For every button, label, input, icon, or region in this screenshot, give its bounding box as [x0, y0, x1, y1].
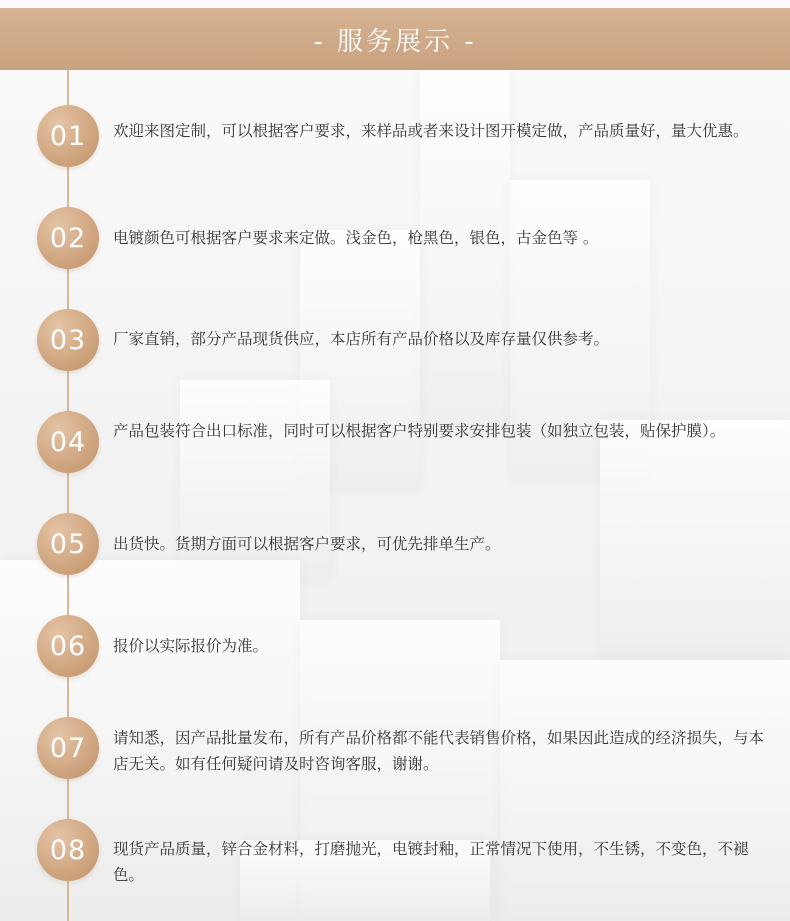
item-text: 欢迎来图定制，可以根据客户要求，来样品或者来设计图开模定做，产品质量好，量大优惠。 — [113, 122, 749, 140]
item-text: 产品包装符合出口标准，同时可以根据客户特别要求安排包装（如独立包装，贴保护膜）。 — [113, 422, 726, 440]
section-title: - 服务展示 - — [313, 26, 477, 57]
item-text: 请知悉，因产品批量发布，所有产品价格都不能代表销售价格，如果因此造成的经济损失，与本店无关。如有任何疑问请及时咨询客服，谢谢。 — [113, 729, 765, 773]
item-text: 电镀颜色可根据客户要求来定做。浅金色，枪黑色，银色，古金色等 。 — [113, 229, 599, 247]
item-number-badge: 03 — [37, 309, 99, 371]
timeline-line — [67, 70, 69, 921]
item-number-badge: 07 — [37, 717, 99, 779]
item-text: 现货产品质量，锌合金材料，打磨抛光，电镀封釉，正常情况下使用，不生锈，不变色，不褪色。 — [113, 840, 749, 884]
item-number-badge: 06 — [37, 615, 99, 677]
item-text: 出货快。货期方面可以根据客户要求，可优先排单生产。 — [113, 535, 501, 553]
item-number-badge: 04 — [37, 411, 99, 473]
item-number-badge: 02 — [37, 207, 99, 269]
section-header — [0, 8, 790, 70]
item-number-badge: 08 — [37, 819, 99, 881]
item-text: 厂家直销，部分产品现货供应，本店所有产品价格以及库存量仅供参考。 — [113, 330, 610, 348]
item-number-badge: 05 — [37, 513, 99, 575]
item-text: 报价以实际报价为准。 — [113, 637, 269, 655]
item-number-badge: 01 — [37, 105, 99, 167]
